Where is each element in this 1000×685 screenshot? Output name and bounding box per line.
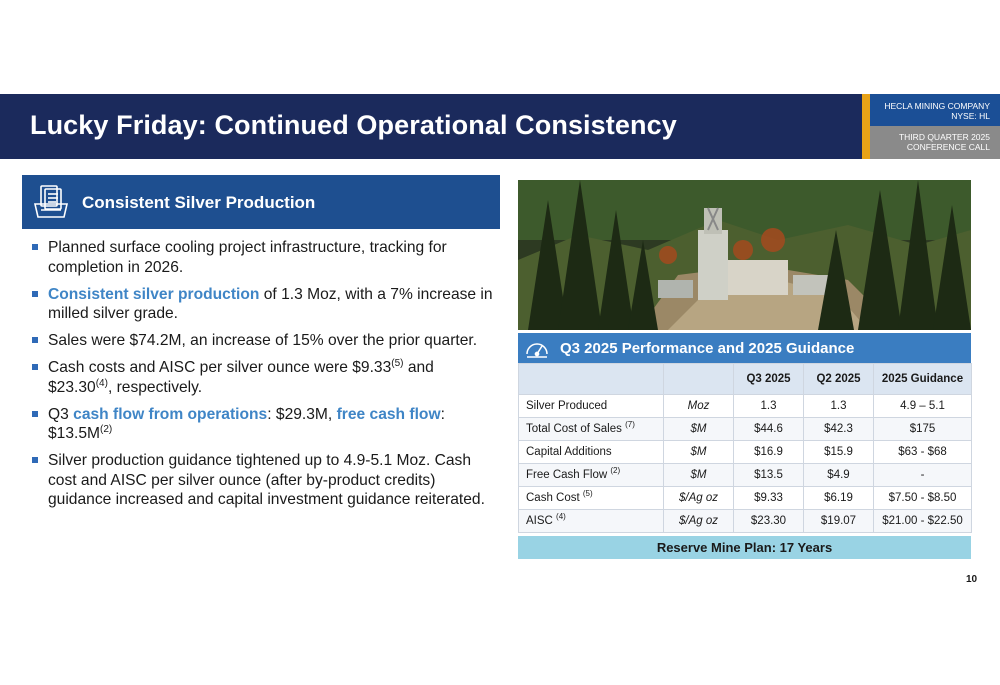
unit-cell: $M [664,464,734,487]
unit-cell: $M [664,418,734,441]
q2-cell: $19.07 [804,510,874,533]
q2-cell: 1.3 [804,395,874,418]
guidance-cell: $63 - $68 [874,441,972,464]
table-row [519,510,972,533]
company-name: HECLA MINING COMPANY [884,101,990,111]
table-row [519,441,972,464]
q2-cell: $6.19 [804,487,874,510]
bullet-text: : $29.3M, [267,405,337,423]
q3-cell: $9.33 [734,487,804,510]
accent-stripe [862,94,870,159]
table-row [519,487,972,510]
footnote-ref: (5) [391,357,404,369]
bullet-text: and $23.30 [48,359,434,396]
title-bar [0,94,862,159]
mine-headframe-photo [518,180,971,330]
metric-label: Free Cash Flow [526,469,608,481]
performance-header [518,333,971,363]
metric-cell [519,464,664,487]
gauge-icon [524,336,550,360]
bullet-item [32,285,494,324]
table-row [519,464,972,487]
bullet-text: Cash costs and AISC per silver ounce were $9.33 [48,359,392,376]
performance-table [518,363,972,533]
metric-cell [519,395,664,418]
bullet-item [32,331,494,351]
metric-label: Silver Produced [526,400,608,412]
section-title: Consistent Silver Production [82,193,316,212]
highlight-text: Consistent silver production [48,285,260,303]
footnote-ref: (5) [582,489,593,499]
bullet-item [32,405,494,444]
q3-cell: $16.9 [734,441,804,464]
table-row [519,418,972,441]
unit-cell: $/Ag oz [664,487,734,510]
metric-label: AISC [526,515,553,527]
bullet-text: : $13.5M [48,405,445,442]
ticker: NYSE: HL [951,111,990,121]
q2-cell: $42.3 [804,418,874,441]
footnote-ref: (4) [95,377,108,389]
highlight-text: cash flow from operations [73,405,268,423]
footnote-ref: (2) [610,466,621,476]
highlight-text: free cash flow [336,405,441,423]
unit-cell: $/Ag oz [664,510,734,533]
column-header: Q3 2025 [734,364,804,395]
table-header-row [519,364,972,395]
q3-cell: 1.3 [734,395,804,418]
reserve-plan-bar: Reserve Mine Plan: 17 Years [518,536,971,559]
metric-cell [519,510,664,533]
event-line-1: THIRD QUARTER 2025 [898,132,990,142]
table-row [519,395,972,418]
event-badge [870,126,1000,159]
column-header [519,364,664,395]
footnote-ref: (7) [625,420,635,430]
column-header: 2025 Guidance [874,364,972,395]
q3-cell: $23.30 [734,510,804,533]
page-number: 10 [966,574,978,585]
bullet-item [32,238,494,277]
unit-cell: Moz [664,395,734,418]
company-badge [870,94,1000,126]
column-header: Q2 2025 [804,364,874,395]
bullet-text: Silver production guidance tightened up to 4.9-5.1 Moz. Cash cost and AISC per silver ounce (after by-product credits) guidance increased and capital investment guidance reiterated. [48,452,485,508]
q3-cell: $13.5 [734,464,804,487]
guidance-cell: $7.50 - $8.50 [874,487,972,510]
bullet-text: Planned surface cooling project infrastructure, tracking for completion in 2026. [48,239,447,276]
guidance-cell: $175 [874,418,972,441]
metric-cell [519,441,664,464]
q2-cell: $15.9 [804,441,874,464]
bullet-text: , respectively. [107,378,203,396]
bullet-text: Q3 [48,405,74,423]
bullet-item [32,358,494,397]
unit-cell: $M [664,441,734,464]
q2-cell: $4.9 [804,464,874,487]
metric-cell [519,418,664,441]
guidance-cell: - [874,464,972,487]
metric-cell [519,487,664,510]
bullet-text: Sales were $74.2M, an increase of 15% over the prior quarter. [48,332,478,349]
performance-title: Q3 2025 Performance and 2025 Guidance [560,340,855,357]
guidance-cell: $21.00 - $22.50 [874,510,972,533]
bullet-text: of 1.3 Moz, with a 7% increase in milled silver grade. [48,285,493,322]
event-line-2: CONFERENCE CALL [906,142,990,152]
guidance-cell: 4.9 – 5.1 [874,395,972,418]
section-header [22,175,500,229]
metric-label: Cash Cost [526,492,580,504]
mine-scene-illustration [518,180,971,330]
footnote-ref: (2) [100,423,113,435]
q3-cell: $44.6 [734,418,804,441]
metric-label: Total Cost of Sales [526,423,622,435]
bullet-list [32,238,494,517]
column-header [664,364,734,395]
metric-label: Capital Additions [526,446,612,458]
page-title: Lucky Friday: Continued Operational Consistency [30,110,677,140]
document-stack-icon [32,184,70,220]
footnote-ref: (4) [556,512,566,522]
bullet-item [32,451,494,510]
